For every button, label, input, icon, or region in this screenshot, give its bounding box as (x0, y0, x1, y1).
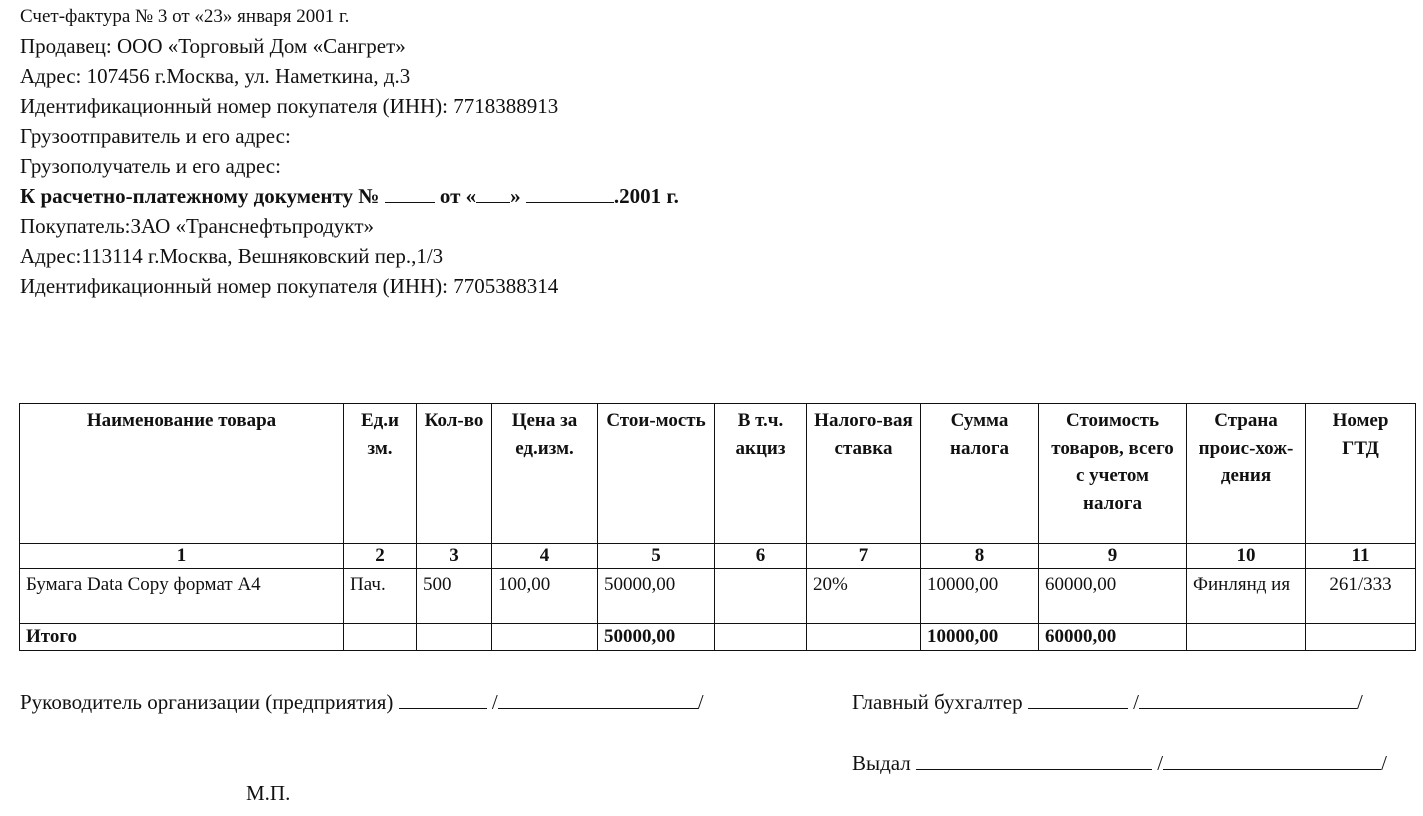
consignor: Грузоотправитель и его адрес: (20, 124, 291, 148)
empty-cell (1187, 624, 1306, 651)
item-excise (715, 569, 807, 624)
header-cell: Налого-вая ставка (807, 404, 921, 544)
header-cell: Ед.и зм. (344, 404, 417, 544)
table-header-row (20, 404, 1416, 544)
empty-cell (492, 624, 598, 651)
header-cell: Стои-мость (598, 404, 715, 544)
item-tax-rate: 20% (807, 569, 921, 624)
item-qty: 500 (417, 569, 492, 624)
item-price: 100,00 (492, 569, 598, 624)
header-cell: Стоимость товаров, всего с учетом налога (1039, 404, 1187, 544)
payment-doc-line (20, 181, 1400, 211)
empty-cell (344, 624, 417, 651)
issued-signature-line (852, 749, 1387, 777)
column-number: 9 (1039, 544, 1187, 569)
seller-name: Продавец: ООО «Торговый Дом «Сангрет» (20, 34, 406, 58)
accountant-label: Главный бухгалтер (852, 690, 1023, 714)
column-number: 7 (807, 544, 921, 569)
payment-doc-from: от « (439, 184, 477, 208)
invoice-title: Счет-фактура № 3 от «23» января 2001 г. (20, 6, 350, 27)
header-cell: Цена за ед.изм. (492, 404, 598, 544)
empty-cell (715, 624, 807, 651)
header-cell: Номер ГТД (1306, 404, 1416, 544)
slash: / (1133, 690, 1139, 714)
empty-cell (807, 624, 921, 651)
director-signature-line (20, 688, 704, 716)
payment-doc-quote: » (510, 184, 521, 208)
column-number: 5 (598, 544, 715, 569)
header-cell: Кол-во (417, 404, 492, 544)
payment-doc-month-blank (526, 182, 614, 203)
column-number: 8 (921, 544, 1039, 569)
item-cost: 50000,00 (598, 569, 715, 624)
payment-doc-number-blank (385, 182, 435, 203)
header-cell: В т.ч. акциз (715, 404, 807, 544)
totals-label: Итого (20, 624, 344, 651)
director-name-blank (498, 688, 698, 709)
totals-total: 60000,00 (1039, 624, 1187, 651)
payment-doc-day-blank (476, 182, 510, 203)
director-label: Руководитель организации (предприятия) (20, 690, 394, 714)
item-tax-sum: 10000,00 (921, 569, 1039, 624)
totals-row (20, 624, 1416, 651)
payment-doc-year: .2001 г. (613, 184, 679, 208)
item-total: 60000,00 (1039, 569, 1187, 624)
slash: / (697, 690, 704, 714)
seller-address: Адрес: 107456 г.Москва, ул. Наметкина, д.3 (20, 64, 411, 88)
item-unit: Пач. (344, 569, 417, 624)
seller-inn: Идентификационный номер покупателя (ИНН): 7718388913 (20, 94, 559, 118)
slash: / (491, 690, 498, 714)
slash: / (1356, 690, 1363, 714)
header-cell: Наименование товара (20, 404, 344, 544)
column-number: 11 (1306, 544, 1416, 569)
item-country: Финлянд ия (1187, 569, 1306, 624)
director-signature-blank (399, 688, 487, 709)
issued-signature-blank (916, 749, 1152, 770)
slash: / (1381, 751, 1387, 775)
column-number: 10 (1187, 544, 1306, 569)
buyer-address: Адрес:113114 г.Москва, Вешняковский пер.,1/3 (20, 244, 444, 268)
buyer-inn: Идентификационный номер покупателя (ИНН): 7705388314 (20, 274, 559, 298)
header-cell: Страна проис-хож-дения (1187, 404, 1306, 544)
column-number: 3 (417, 544, 492, 569)
table-row (20, 569, 1416, 624)
invoice-header (20, 3, 1400, 301)
payment-doc-prefix: К расчетно-платежному документу № (20, 184, 380, 208)
column-number: 6 (715, 544, 807, 569)
empty-cell (417, 624, 492, 651)
invoice-table (19, 403, 1416, 651)
issued-name-blank (1163, 749, 1381, 770)
item-name: Бумага Data Copy формат А4 (20, 569, 344, 624)
totals-tax-sum: 10000,00 (921, 624, 1039, 651)
consignee: Грузополучатель и его адрес: (20, 154, 281, 178)
accountant-signature-line (852, 688, 1363, 716)
buyer-name: Покупатель:ЗАО «Транснефтьпродукт» (20, 214, 375, 238)
accountant-signature-blank (1028, 688, 1128, 709)
header-cell: Сумма налога (921, 404, 1039, 544)
column-number-row (20, 544, 1416, 569)
item-gtd: 261/333 (1306, 569, 1416, 624)
totals-cost: 50000,00 (598, 624, 715, 651)
column-number: 2 (344, 544, 417, 569)
column-number: 1 (20, 544, 344, 569)
issued-label: Выдал (852, 751, 911, 775)
stamp-place: М.П. (246, 781, 291, 805)
accountant-name-blank (1139, 688, 1357, 709)
slash: / (1157, 751, 1164, 775)
empty-cell (1306, 624, 1416, 651)
column-number: 4 (492, 544, 598, 569)
